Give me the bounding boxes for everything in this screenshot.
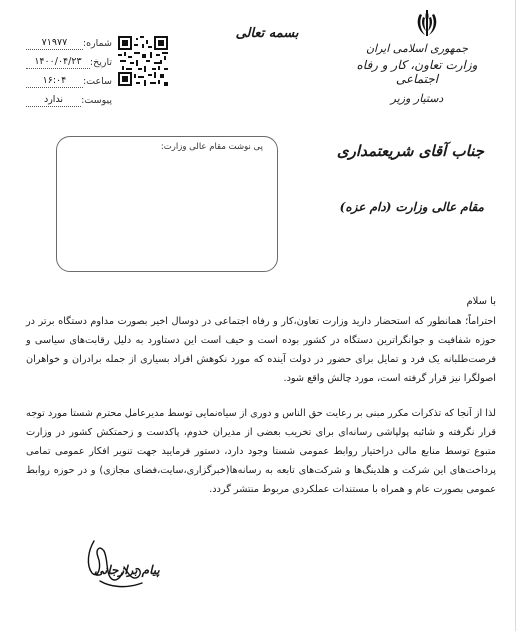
salutation: با سلام [466, 296, 496, 307]
besmellah-heading: بسمه تعالی [235, 26, 299, 41]
meta-date [22, 55, 112, 69]
meta-time-label: ساعت: [82, 75, 112, 87]
meta-attachment-label: پیوست: [81, 94, 112, 106]
body-paragraph-2: لذا از آنجا که تذکرات مکرر مبنی بر رعایت حق الناس و دوری از سیاه‌نمایی توسط مدیرعامل محترم شستا مورد توجه قرار نگرفته و شائبه پولپاشی رسانه‌ای برای تخریب بعضی از مدیران خدوم، پاکدست و زحمتکش کشور در وزارت متبوع توسط منابع مالی دراختیار روابط عمومی شستا وجود دارد، دستور فرمایید جهت تنویر افکار عمومی تمامی پرداخت‌های این شرکت و هلدینگ‌ها و شرکت‌های تابعه به رسانه‌ها(خبرگزاری،سایت،فضای مجازی) و در حوزه روابط عمومی بصورت عام و همراه با مستندات عملکردی مربوط منتشر گردد. [26, 408, 496, 495]
signatory-name: پیام برازجانی [94, 563, 160, 577]
meta-number-label: شماره: [82, 37, 112, 49]
minister-note-label: پی نوشت مقام عالی وزارت: [160, 142, 263, 152]
handwritten-signature [80, 537, 160, 592]
iran-emblem-icon [414, 8, 440, 38]
page-edge [515, 0, 516, 631]
meta-time-value: ۱۶:۰۴ [26, 75, 83, 88]
org-country: جمهوری اسلامی ایران [365, 42, 469, 55]
meta-date-value: ۱۴۰۰/۰۴/۲۳ [26, 56, 90, 69]
body-paragraph-1: احتراماً؛ همانطور که استحضار دارید وزارت تعاون،کار و رفاه اجتماعی در دوسال اخیر بصورت مداوم دستگاه برتر در حوزه شفافیت و جوانگراترین دستگاه در کشور بوده است و حیف است این دستاورد به دلیل رقابت‌های سیاسی و فرصت‌طلبانه یک فرد و تمایل برای حضور در دولت آینده که مورد نکوهش افراد بسیاری از جمله برادران و خواهران اصولگرا نیز قرار گرفته است، مورد چالش واقع شود. [26, 316, 496, 384]
addressee-title: مقام عالی وزارت (دام عزه) [339, 200, 484, 214]
addressee-name: جناب آقای شریعتمداری [336, 142, 484, 160]
qr-code [118, 36, 168, 86]
meta-attachment-value: ندارد [26, 94, 81, 107]
meta-number-value: ۷۱۹۷۷ [26, 37, 83, 50]
org-office: دستیار وزیر [390, 92, 444, 105]
meta-attachment [22, 93, 112, 107]
org-ministry: وزارت تعاون، کار و رفاه اجتماعی [356, 58, 478, 86]
meta-date-label: تاریخ: [89, 56, 112, 68]
meta-time [22, 74, 112, 88]
meta-number [22, 36, 112, 50]
minister-note-box [56, 136, 278, 272]
